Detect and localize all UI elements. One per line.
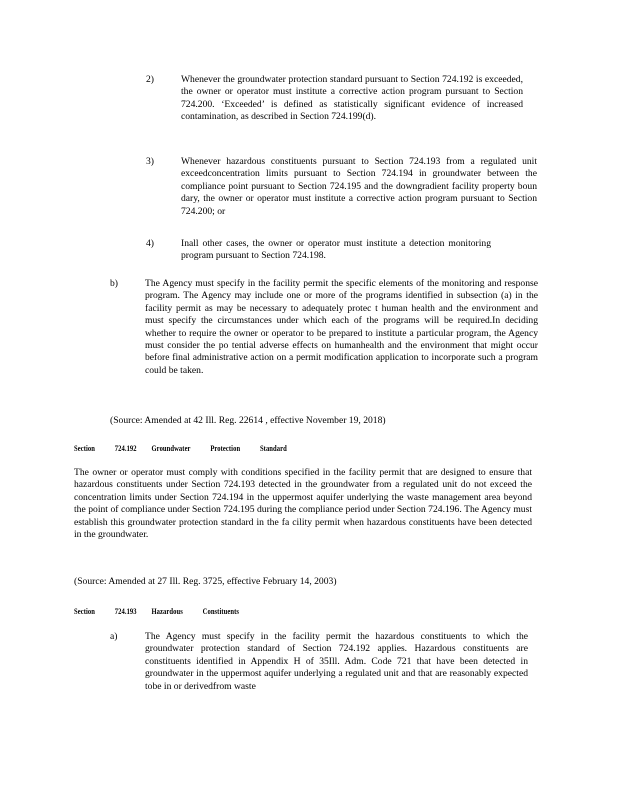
paragraph-item-b: The Agency must specify in the facility permit the specific elements of the monitoring and response program. The Agency may include one or more of the programs identified in subsection (a) in the facility permit as may be necessary to adequately protec t human health and the environment and must specify the circumstances under which each of the programs will be required.In deciding whether to require the owner or operator to be prepared to institute a particular program, the Agency must consider the po tential adverse effects on humanhealth and the environment that might occur before final administrative action on a permit modification application to incorporate such a program could be taken. [145,278,538,376]
list-marker-3: 3) [146,156,154,167]
section-heading-724-193 [74,606,257,618]
section-number: 724.193 [114,607,137,616]
list-marker-b: b) [110,278,118,289]
paragraph-item-4: Inall other cases, the owner or operator must institute a detection monitoring program pursuant to Section 724.198. [181,238,491,262]
list-marker-4: 4) [146,238,154,249]
section-heading-724-192 [74,443,305,455]
section-title-word-2: Protection [210,444,241,453]
section-193-paragraph-a: The Agency must specify in the facility permit the hazardous constituents to which the groundwater protection standard of Section 724.192 applies. Hazardous constituents are constituents identified in Appendix H of 35Ill. Adm. Code 721 that have been detected in groundwater in the uppermost aquifer underlying a regulated unit and that are reasonably expected tobe in or derivedfrom waste [145,631,528,692]
list-marker-2: 2) [146,74,154,85]
list-marker-a: a) [110,631,118,642]
section-title-word-2: Constituents [202,607,239,616]
section-number: 724.192 [114,444,137,453]
section-title-word-1: Groundwater [151,444,191,453]
section-label: Section [74,444,95,453]
section-title-word-3: Standard [259,444,287,453]
source-note-2: (Source: Amended at 27 Ill. Reg. 3725, effective February 14, 2003) [74,576,337,587]
source-note-1: (Source: Amended at 42 Ill. Reg. 22614 , effective November 19, 2018) [110,415,386,426]
section-title-word-1: Hazardous [151,607,183,616]
section-192-paragraph: The owner or operator must comply with conditions specified in the facility permit that are designed to ensure that hazardous constituents under Section 724.193 detected in the groundwater from a regulated unit do not exceed the concentration limits under Section 724.194 in the uppermost aquifer underlying the waste management area beyond the point of compliance under Section 724.195 during the compliance period under Section 724.196. The Agency must establish this groundwater protection standard in the fa cility permit when hazardous constituents have been detected in the groundwater. [74,467,532,541]
section-label: Section [74,607,95,616]
paragraph-item-2: Whenever the groundwater protection standard pursuant to Section 724.192 is exceeded, the owner or operator must institute a corrective action program pursuant to Section 724.200. ‘Exceeded’ is defined as statistically significant evidence of increased contamination, as described in Section 724.199(d). [181,74,523,123]
paragraph-item-3: Whenever hazardous constituents pursuant to Section 724.193 from a regulated unit exceedconcentration limits pursuant to Section 724.194 in groundwater between the compliance point pursuant to Section 724.195 and the downgradient facility property boun dary, the owner or operator must institute a corrective action program pursuant to Section 724.200; or [181,156,537,217]
